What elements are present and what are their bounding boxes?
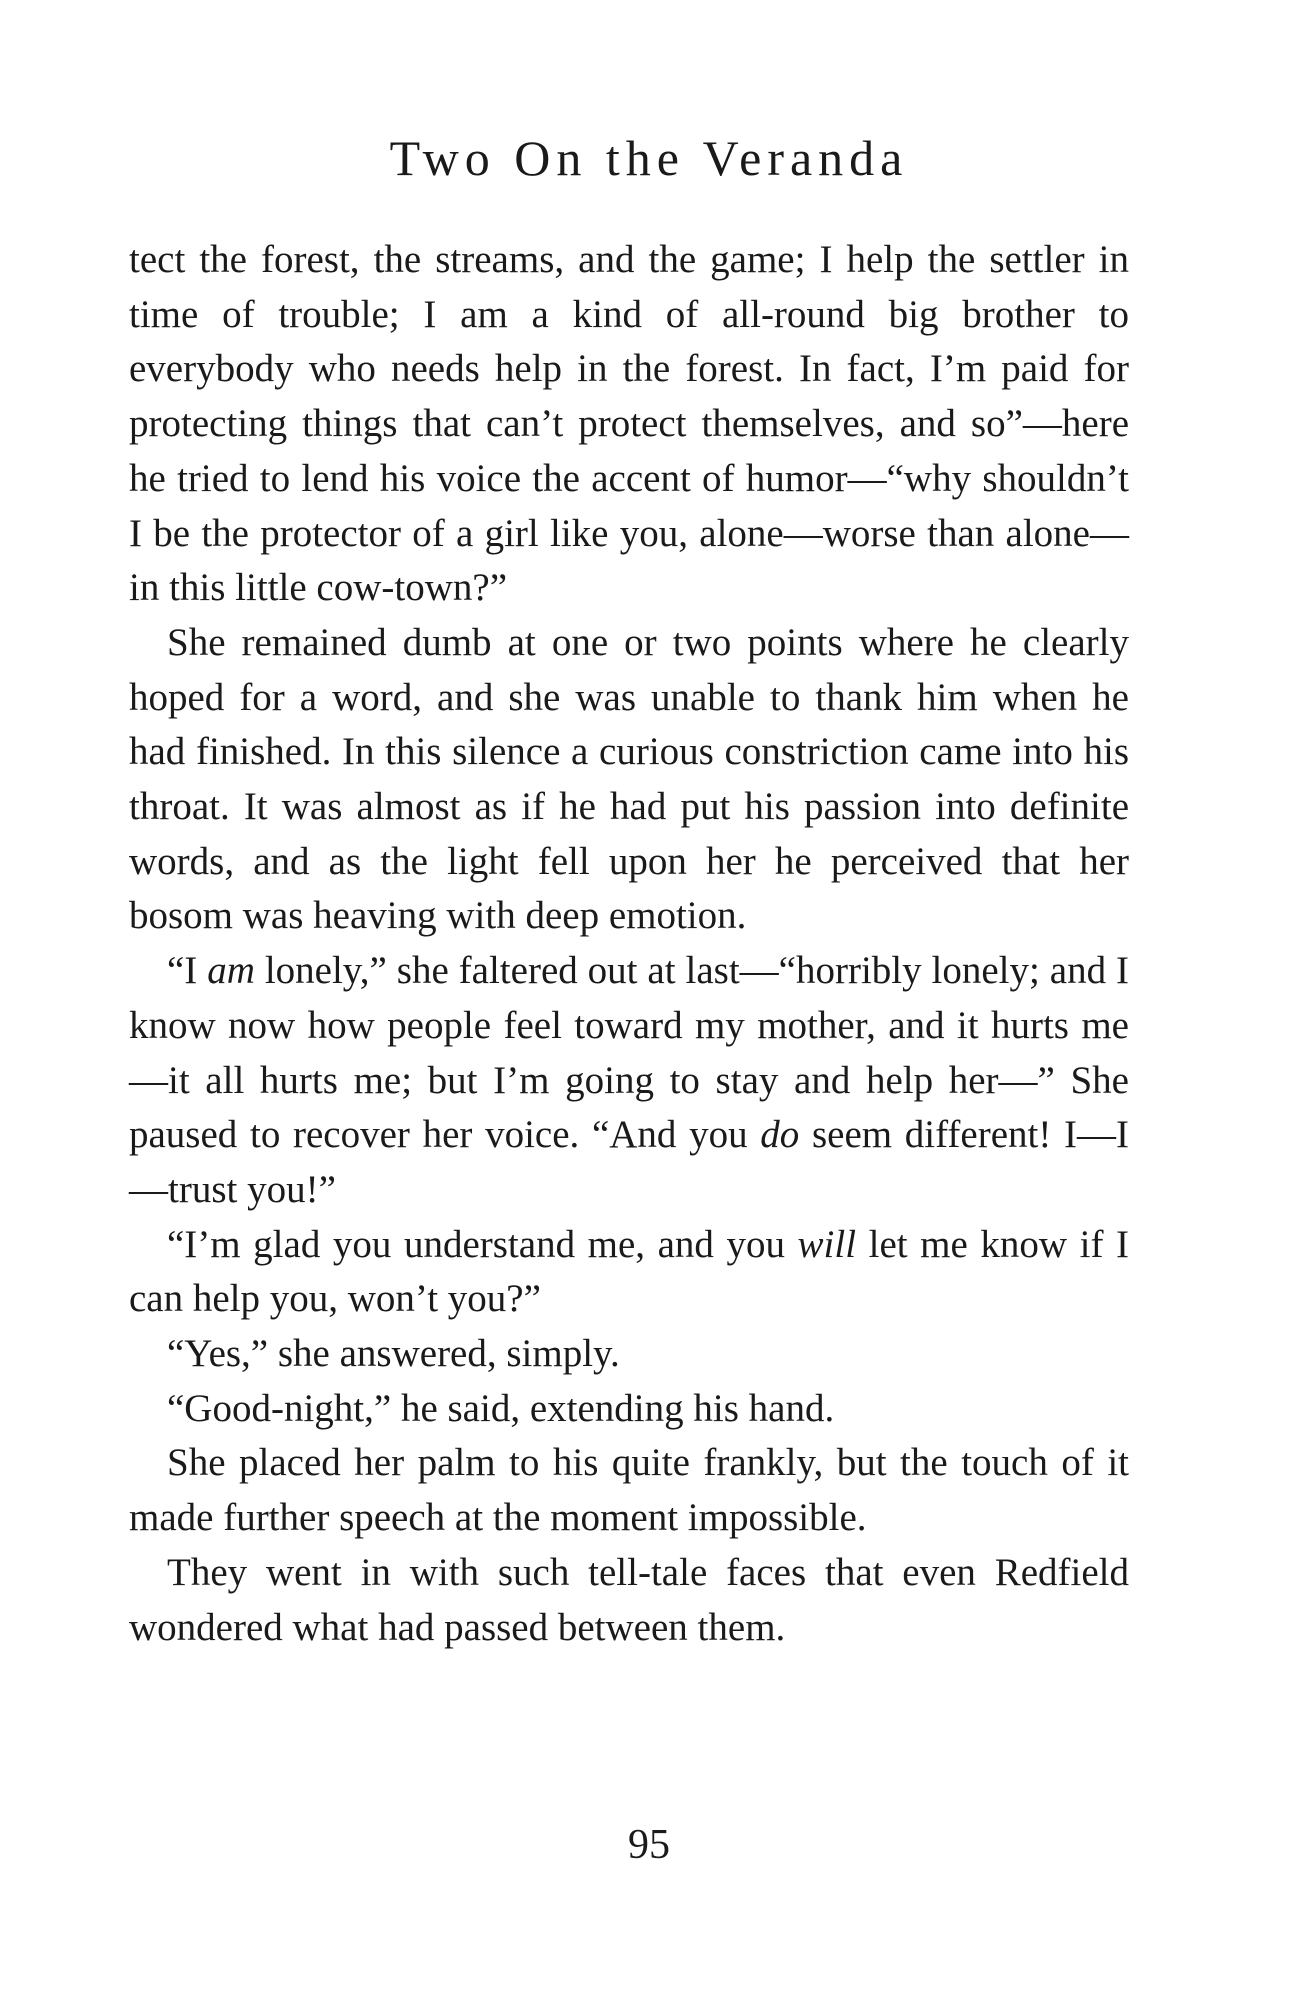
text-run: “I’m glad you understand me, and you	[167, 1222, 798, 1266]
text-run: lonely,” she faltered out at last—“horribly lonely; and I know now how people feel toward my mother, and it hurts me—it all hurts me; but I’m going to stay and help her—” She paused to recover her voice. “And you	[129, 949, 1129, 1157]
paragraph: They went in with such tell-tale faces that even Redfield wondered what had passed between them.	[129, 1550, 1129, 1649]
paragraph-glad	[129, 1218, 1129, 1327]
paragraph-continued: tect the forest, the streams, and the game; I help the settler in time of trouble; I am a kind of all-round big brother to everybody who needs help in the forest. In fact, I’m paid for protecting things that can’t protect themselves, and so”—here he tried to lend his voice the accent of humor—“why shouldn’t I be the protector of a girl like you, alone—worse than alone—in this little cow-town?”	[129, 238, 1129, 610]
text-run: seem different! I—I—trust you!”	[129, 1113, 1129, 1211]
paragraph-lonely	[129, 944, 1129, 1218]
italic-am: am	[207, 949, 255, 993]
body-text	[129, 233, 1129, 1655]
paragraph: She placed her palm to his quite frankly, but the touch of it made further speech at the moment impossible.	[129, 1441, 1129, 1540]
paragraph: “Good-night,” he said, extending his hand.	[167, 1386, 835, 1430]
italic-will: will	[797, 1222, 857, 1266]
paragraph: “Yes,” she answered, simply.	[167, 1332, 620, 1376]
italic-do: do	[760, 1113, 800, 1157]
text-run: let me know if I can help you, won’t you?”	[129, 1222, 1129, 1321]
text-run: “I	[167, 949, 208, 993]
paragraph: She remained dumb at one or two points where he clearly hoped for a word, and she was unable to thank him when he had finished. In this silence a curious constriction came into his throat. It was almost as if he had put his passion into definite words, and as the light fell upon her he perceived that her bosom was heaving with deep emotion.	[129, 620, 1129, 938]
running-head: Two On the Veranda	[389, 130, 909, 186]
page-number: 95	[628, 1822, 670, 1868]
